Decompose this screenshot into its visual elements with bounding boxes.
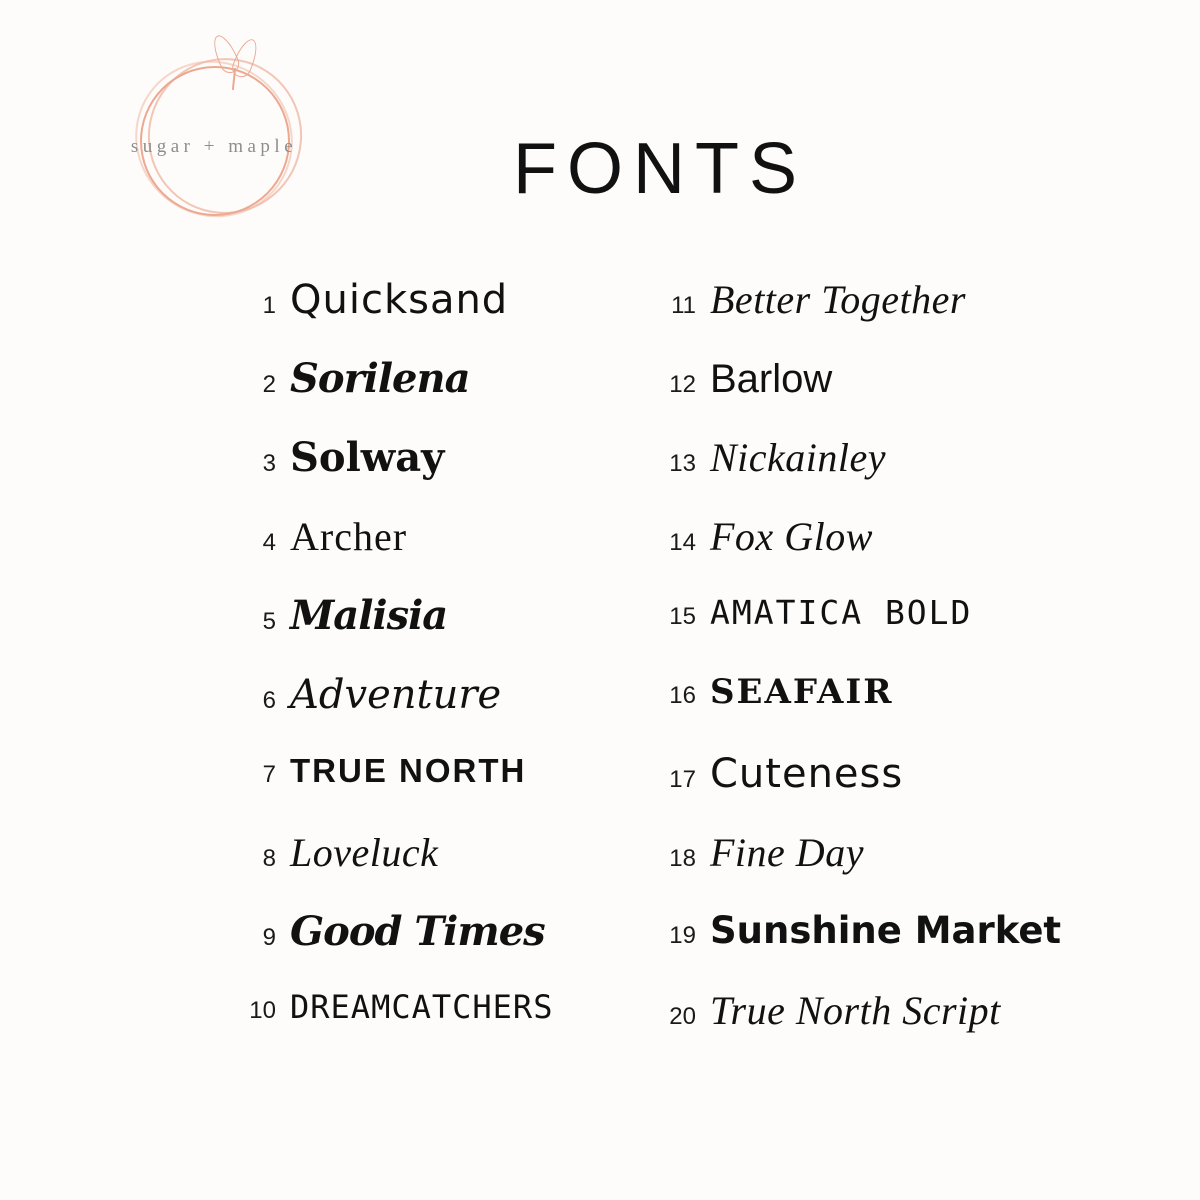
font-list-item-name: True North Script [710,988,1001,1033]
font-list-item [600,514,1200,596]
font-list-item-name: Nickainley [710,435,887,480]
font-list-item-number: 11 [671,292,696,319]
font-list-item-number: 3 [262,450,276,477]
font-list-item-number: 18 [669,845,696,872]
font-list-item [600,988,1200,1070]
font-list-item [0,355,600,438]
font-list-column-left [0,277,600,1070]
brand-name: sugar + maple [130,136,298,157]
font-list-item-number: 10 [249,997,276,1024]
font-list-item [0,988,600,1070]
font-list-item-number: 5 [262,608,276,635]
font-list-item-number: 15 [669,603,696,630]
font-list-item-number: 13 [669,450,696,477]
font-list-item-name: Solway [290,434,445,481]
font-list-item [0,908,600,991]
font-list-item-number: 7 [262,761,276,788]
font-list-item [0,830,600,912]
font-list-column-right [600,277,1200,1070]
font-list-item-number: 16 [669,682,696,709]
font-list-item-name: Cuteness [710,751,904,797]
font-list-item [600,359,1200,438]
font-list-item [0,277,600,359]
font-list [0,277,1200,1070]
font-list-item [600,909,1200,991]
font-list-item-name: Good Times [290,908,545,955]
page-title: FONTS [513,129,807,209]
font-list-item-number: 6 [262,687,276,714]
font-list-item-name: Malisia [290,592,448,639]
font-list-item-number: 17 [669,766,696,793]
font-list-item [600,277,1200,359]
font-list-item-number: 9 [262,924,276,951]
font-list-item [600,593,1200,675]
font-list-item-name: AMATICA BOLD [710,593,973,632]
font-list-item [600,672,1200,754]
font-list-item-number: 12 [669,371,696,398]
font-list-item-number: 19 [669,922,696,949]
font-list-item [600,435,1200,517]
font-list-item [600,751,1200,833]
font-list-item-number: 2 [262,371,276,398]
font-list-item [600,830,1200,912]
font-list-item [0,754,600,833]
font-list-item-name: Sorilena [290,355,470,402]
font-list-item [0,592,600,675]
font-list-item [0,514,600,596]
font-list-item-name: Fox Glow [710,514,873,559]
font-list-item-number: 20 [669,1003,696,1030]
font-list-item-number: 1 [262,292,276,319]
font-list-item-name: Adventure [290,672,502,718]
font-list-item-name: DREAMCATCHERS [290,988,554,1026]
font-list-item-name: Barlow [710,357,833,401]
font-list-item-name: SEAFAIR [710,672,894,712]
font-list-item-name: Loveluck [290,830,439,875]
font-list-item [0,672,600,754]
font-list-item-name: Better Together [710,277,966,322]
font-list-item-name: Archer [290,514,408,559]
font-list-item-number: 4 [262,529,276,556]
font-list-item-number: 8 [262,845,276,872]
font-list-item-name: Quicksand [290,277,509,323]
font-list-item [0,434,600,517]
font-list-item-name: Sunshine Market [710,909,1062,952]
font-list-item-name: TRUE NORTH [290,752,527,789]
font-list-item-name: Fine Day [710,830,864,875]
font-list-item-number: 14 [669,529,696,556]
